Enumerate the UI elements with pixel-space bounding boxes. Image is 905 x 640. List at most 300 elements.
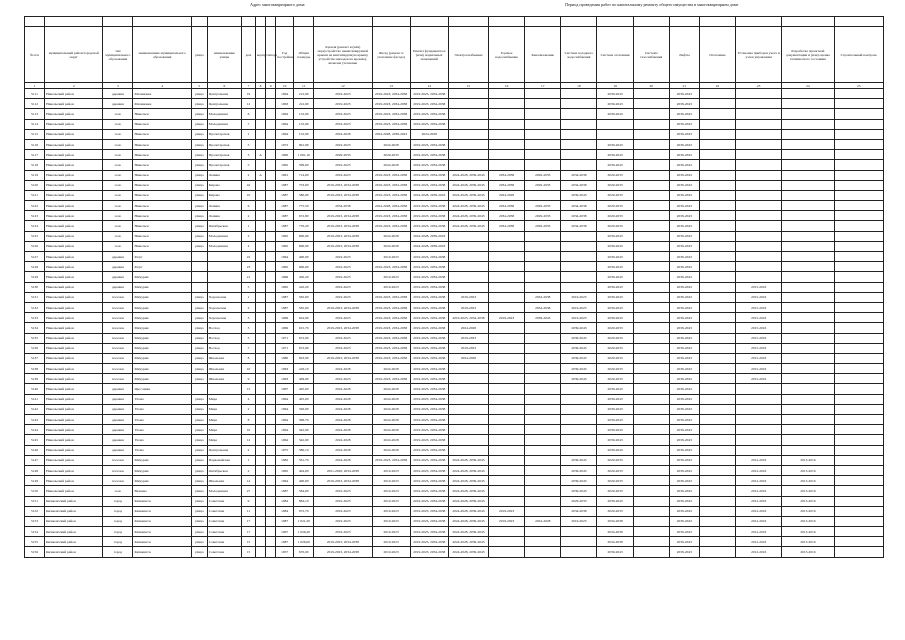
table-cell: 2039-2043 xyxy=(669,139,699,149)
table-cell xyxy=(525,282,561,292)
table-cell: 2024-2028 xyxy=(372,231,410,241)
table-cell xyxy=(561,384,597,394)
table-cell: 1967 xyxy=(276,384,294,394)
table-row xyxy=(25,160,884,170)
table-cell: 4 xyxy=(241,241,255,251)
table-cell xyxy=(699,343,735,353)
table-cell: 5154 xyxy=(25,527,45,537)
table-cell xyxy=(448,445,488,455)
table-cell: 1980 xyxy=(276,353,294,363)
table-cell xyxy=(782,252,834,262)
table-cell: Центральная xyxy=(207,89,241,99)
header-cell: муниципальный район/городской округ xyxy=(45,27,103,83)
table-cell xyxy=(266,384,276,394)
table-cell: поселок xyxy=(103,302,133,312)
table-cell: 600,90 xyxy=(294,231,314,241)
table-cell xyxy=(256,302,266,312)
table-cell xyxy=(561,119,597,129)
table-cell: 2019-2023, 2034-2038 xyxy=(410,527,448,537)
table-cell xyxy=(834,404,883,414)
table-cell: 1984 xyxy=(276,496,294,506)
table-cell: 2015-2016 xyxy=(736,364,782,374)
table-cell xyxy=(489,129,525,139)
table-cell xyxy=(266,415,276,425)
table-cell: улица xyxy=(191,323,207,333)
table-cell xyxy=(489,282,525,292)
table-cell: 5 xyxy=(241,139,255,149)
table-cell xyxy=(736,201,782,211)
table-cell xyxy=(834,231,883,241)
table-cell: 418,10 xyxy=(294,364,314,374)
table-cell: 1 021,20 xyxy=(294,516,314,526)
table-cell xyxy=(782,160,834,170)
table-cell: 2013-2016 xyxy=(782,465,834,475)
table-cell: 2029-2033 xyxy=(597,486,633,496)
table-cell: 2015-2016 xyxy=(736,333,782,343)
table-cell xyxy=(266,221,276,231)
table-cell xyxy=(699,435,735,445)
table-cell xyxy=(834,252,883,262)
table-row xyxy=(25,394,884,404)
table-cell: 2029-2033 xyxy=(525,221,561,231)
table-cell xyxy=(834,364,883,374)
table-cell: 15 xyxy=(241,384,255,394)
table-cell xyxy=(266,262,276,272)
table-cell: 2019-2023, 2034-2038 xyxy=(410,109,448,119)
table-cell: 8 xyxy=(241,415,255,425)
table-cell: Кичменгск xyxy=(133,496,191,506)
table-cell xyxy=(448,415,488,425)
table-cell xyxy=(448,139,488,149)
table-cell: 2039-2043 xyxy=(597,435,633,445)
table-cell: 2019-2023 xyxy=(372,537,410,547)
table-cell: 1965 xyxy=(276,465,294,475)
table-cell: 2019-2023 xyxy=(314,170,372,180)
table-cell: 600,00 xyxy=(294,262,314,272)
table-cell: 2039-2043 xyxy=(669,160,699,170)
table-cell: Кичменгск xyxy=(133,537,191,547)
table-cell: 2034-2038 xyxy=(525,292,561,302)
table-cell: Молодежная xyxy=(207,486,241,496)
table-cell: 2019-2023, 2034-2038 xyxy=(410,211,448,221)
table-cell: 2029-2033 xyxy=(597,201,633,211)
table-row xyxy=(25,282,884,292)
column-number: 5 xyxy=(191,83,207,89)
table-row xyxy=(25,221,884,231)
table-cell xyxy=(525,343,561,353)
table-cell: 152,90 xyxy=(294,109,314,119)
table-cell xyxy=(525,547,561,557)
table-cell: 5150 xyxy=(25,486,45,496)
table-cell: 1 xyxy=(241,292,255,302)
table-cell xyxy=(736,445,782,455)
table-cell: 2024-2028 xyxy=(314,394,372,404)
table-cell xyxy=(489,547,525,557)
table-cell: 2024-2028 xyxy=(372,364,410,374)
table-cell: Мира xyxy=(207,415,241,425)
table-cell xyxy=(782,211,834,221)
table-cell: А xyxy=(256,170,266,180)
table-cell: Мира xyxy=(207,435,241,445)
table-cell xyxy=(525,231,561,241)
table-cell: 12 xyxy=(241,99,255,109)
table-cell: 5115 xyxy=(25,129,45,139)
table-cell xyxy=(561,415,597,425)
table-cell: город xyxy=(103,516,133,526)
table-cell: 2024-2028 xyxy=(372,384,410,394)
table-row xyxy=(25,150,884,160)
table-cell: 2019-2023, 2034-2038 xyxy=(314,547,372,557)
table-cell: 2024-2028, 2039-2043 xyxy=(410,190,448,200)
table-cell: 580,90 xyxy=(294,190,314,200)
table-cell: село xyxy=(103,150,133,160)
table-cell: улица xyxy=(191,129,207,139)
table-cell: Школьная xyxy=(207,476,241,486)
table-cell xyxy=(266,425,276,435)
table-cell xyxy=(736,160,782,170)
table-cell: 565,00 xyxy=(294,302,314,312)
table-cell: 2019-2023 xyxy=(372,282,410,292)
table-row xyxy=(25,364,884,374)
table-cell: Разуг xyxy=(133,262,191,272)
table-cell xyxy=(448,129,488,139)
table-cell xyxy=(489,425,525,435)
table-cell: 2013-2016 xyxy=(782,527,834,537)
table-cell: Центральная xyxy=(207,99,241,109)
table-cell xyxy=(633,353,669,363)
table-cell: 1964 xyxy=(276,109,294,119)
table-cell xyxy=(699,537,735,547)
column-number: 8 xyxy=(256,83,266,89)
table-cell: улица xyxy=(191,89,207,99)
table-row xyxy=(25,486,884,496)
table-cell: Молодежная xyxy=(207,109,241,119)
table-cell xyxy=(266,496,276,506)
table-cell: 1963 xyxy=(276,364,294,374)
table-cell: 2019-2023, 2034-2038 xyxy=(410,282,448,292)
table-row xyxy=(25,292,884,302)
table-cell xyxy=(834,537,883,547)
table-cell: 2024-2028 xyxy=(448,353,488,363)
table-cell: 2019-2023, 2034-2038 xyxy=(410,262,448,272)
table-cell: 2019-2023, 2034-2038 xyxy=(410,486,448,496)
table-cell: 1987 xyxy=(276,201,294,211)
table-cell xyxy=(699,425,735,435)
table-cell: 2019-2023 xyxy=(314,374,372,384)
table-cell xyxy=(191,262,207,272)
table-cell: улица xyxy=(191,211,207,221)
table-cell: Никольский район xyxy=(45,476,103,486)
table-cell xyxy=(448,282,488,292)
table-cell: село xyxy=(103,241,133,251)
table-cell: 6 xyxy=(241,109,255,119)
table-cell: 2019-2023, 2034-2038 xyxy=(372,180,410,190)
table-cell: улица xyxy=(191,190,207,200)
table-cell xyxy=(736,272,782,282)
table-cell xyxy=(782,353,834,363)
table-cell xyxy=(266,404,276,414)
table-cell: Никольский район xyxy=(45,109,103,119)
table-row xyxy=(25,506,884,516)
table-cell xyxy=(525,99,561,109)
table-cell xyxy=(256,404,266,414)
table-cell: 5151 xyxy=(25,496,45,506)
table-cell xyxy=(489,384,525,394)
table-cell: Октябрьская xyxy=(207,465,241,475)
table-cell xyxy=(489,364,525,374)
table-cell: 2024-2028 xyxy=(525,516,561,526)
table-cell: 2034-2038 xyxy=(561,221,597,231)
column-number: 17 xyxy=(525,83,561,89)
group-title-address: Адрес многоквартирного дома xyxy=(250,2,305,7)
table-cell: улица xyxy=(191,527,207,537)
table-cell: 5156 xyxy=(25,547,45,557)
table-cell: Никольский район xyxy=(45,394,103,404)
table-cell: А xyxy=(256,150,266,160)
table-cell: деревня xyxy=(103,404,133,414)
table-cell: 2013-2016 xyxy=(782,506,834,516)
table-cell: 2019-2023, 2034-2038 xyxy=(372,302,410,312)
table-cell: 2039-2043 xyxy=(669,282,699,292)
table-cell xyxy=(736,435,782,445)
table-cell xyxy=(266,333,276,343)
table-cell: 2024-2028, 2039-2043 xyxy=(448,547,488,557)
table-cell: 2019-2023 xyxy=(561,516,597,526)
table-cell: 2039-2043 xyxy=(669,415,699,425)
table-cell: 2029-2033 xyxy=(597,506,633,516)
table-row xyxy=(25,129,884,139)
table-cell: Никольский район xyxy=(45,190,103,200)
table-cell xyxy=(699,527,735,537)
header-cell: наименование улицы xyxy=(207,27,241,83)
table-cell: 615,70 xyxy=(294,323,314,333)
table-cell: 2029-2033 xyxy=(597,476,633,486)
table-cell: Кирова xyxy=(207,190,241,200)
table-cell: 2 xyxy=(241,404,255,414)
table-cell: Восход xyxy=(207,343,241,353)
table-cell: село xyxy=(103,221,133,231)
table-cell: 2 xyxy=(241,302,255,312)
table-cell: 2019-2023, 2034-2038 xyxy=(410,272,448,282)
table-cell: улица xyxy=(191,333,207,343)
table-cell: 2024-2028, 2039-2043 xyxy=(448,190,488,200)
table-cell xyxy=(525,486,561,496)
table-cell: 2019-2023 xyxy=(314,313,372,323)
table-cell: 2039-2043 xyxy=(597,99,633,109)
table-cell: Пролетарская xyxy=(207,160,241,170)
table-cell xyxy=(448,435,488,445)
table-cell: Никольский район xyxy=(45,313,103,323)
table-cell xyxy=(256,313,266,323)
table-cell: 2019-2023, 2034-2038 xyxy=(410,476,448,486)
table-cell xyxy=(266,231,276,241)
column-number: 18 xyxy=(561,83,597,89)
table-cell: 2019-2023 xyxy=(372,252,410,262)
table-cell: 2013-2016 xyxy=(782,516,834,526)
table-cell: 5120 xyxy=(25,180,45,190)
column-number: 21 xyxy=(669,83,699,89)
table-cell: 2034-2038 xyxy=(525,302,561,312)
table-cell: Центральная xyxy=(207,445,241,455)
table-cell: 2039-2043 xyxy=(669,496,699,506)
table-cell xyxy=(256,516,266,526)
table-cell: 2039-2043 xyxy=(669,99,699,109)
table-cell: деревня xyxy=(103,394,133,404)
table-cell: 1987 xyxy=(276,292,294,302)
table-cell: 2024-2028, 2039-2043 xyxy=(448,516,488,526)
table-cell xyxy=(489,527,525,537)
table-cell xyxy=(699,486,735,496)
table-cell: Мичурин xyxy=(133,313,191,323)
table-cell: 2019-2023, 2034-2038 xyxy=(410,252,448,262)
table-cell xyxy=(256,201,266,211)
table-cell xyxy=(633,384,669,394)
table-cell: 1964 xyxy=(276,476,294,486)
table-cell xyxy=(633,241,669,251)
header-cell: № п/п xyxy=(25,27,45,83)
table-cell xyxy=(699,313,735,323)
table-cell: 2024-2028, 2039-2043 xyxy=(448,201,488,211)
table-cell xyxy=(633,160,669,170)
table-cell xyxy=(489,231,525,241)
table-cell xyxy=(256,160,266,170)
table-cell: 2039-2043 xyxy=(669,241,699,251)
table-cell xyxy=(256,486,266,496)
table-row xyxy=(25,384,884,394)
table-cell xyxy=(561,252,597,262)
table-cell: Никольский район xyxy=(45,323,103,333)
table-cell xyxy=(633,252,669,262)
table-cell xyxy=(782,384,834,394)
table-cell xyxy=(699,241,735,251)
table-cell: 22 xyxy=(241,252,255,262)
table-cell: 2039-2043 xyxy=(669,302,699,312)
table-cell xyxy=(782,89,834,99)
table-cell xyxy=(633,211,669,221)
table-cell: 2019-2023 xyxy=(314,496,372,506)
table-cell: 5130 xyxy=(25,282,45,292)
table-cell: улица xyxy=(191,170,207,180)
table-cell: 1975 xyxy=(276,445,294,455)
table-cell xyxy=(699,272,735,282)
table-cell xyxy=(561,272,597,282)
table-cell: 2019-2023, 2034-2038 xyxy=(314,476,372,486)
table-cell: 2019-2023, 2034-2038 xyxy=(372,89,410,99)
table-cell: 2039-2043 xyxy=(669,262,699,272)
table-row xyxy=(25,496,884,506)
table-cell: 2012-2016 xyxy=(736,496,782,506)
column-number: 4 xyxy=(133,83,191,89)
table-cell xyxy=(782,272,834,282)
table-cell: 2019-2023, 2034-2038 xyxy=(410,343,448,353)
table-cell: село xyxy=(103,119,133,129)
table-cell: 2039-2043 xyxy=(669,486,699,496)
table-cell xyxy=(448,150,488,160)
table-cell: 2039-2043 xyxy=(669,231,699,241)
table-cell xyxy=(834,374,883,384)
table-cell: Никольский район xyxy=(45,455,103,465)
table-cell xyxy=(266,272,276,282)
table-cell: 2024-2028 xyxy=(314,425,372,435)
table-cell: 2039-2043 xyxy=(669,89,699,99)
table-cell: деревня xyxy=(103,89,133,99)
table-cell xyxy=(633,292,669,302)
table-cell: 2019-2023 xyxy=(372,547,410,557)
table-cell: улица xyxy=(191,404,207,414)
table-cell xyxy=(256,262,266,272)
table-cell: Никольск xyxy=(133,241,191,251)
table-cell xyxy=(834,170,883,180)
table-cell: 2034-2038 xyxy=(489,211,525,221)
table-cell: Никольск xyxy=(133,160,191,170)
table-cell xyxy=(699,170,735,180)
table-cell: 2024-2028, 2039-2043 xyxy=(410,231,448,241)
table-cell: поселок xyxy=(103,455,133,465)
table-cell: село xyxy=(103,180,133,190)
table-cell xyxy=(561,527,597,537)
table-cell xyxy=(597,129,633,139)
table-cell: Молодежная xyxy=(207,231,241,241)
table-cell: 5136 xyxy=(25,343,45,353)
table-cell xyxy=(256,343,266,353)
table-cell xyxy=(489,415,525,425)
table-cell: 2012-2016 xyxy=(736,476,782,486)
table-cell xyxy=(736,404,782,414)
table-cell xyxy=(525,384,561,394)
table-cell xyxy=(782,99,834,109)
table-cell xyxy=(699,333,735,343)
table-cell: 1964 xyxy=(276,415,294,425)
table-cell xyxy=(736,170,782,180)
table-cell: 2034-2038 xyxy=(561,506,597,516)
table-cell: 6 xyxy=(241,201,255,211)
table-cell: Никольский район xyxy=(45,180,103,190)
table-row xyxy=(25,109,884,119)
table-cell xyxy=(633,109,669,119)
table-cell: 5117 xyxy=(25,150,45,160)
table-cell xyxy=(489,374,525,384)
table-cell: 2019-2023, 2034-2038 xyxy=(372,374,410,384)
table-cell: село xyxy=(103,109,133,119)
table-cell xyxy=(207,252,241,262)
table-cell: 624,90 xyxy=(294,313,314,323)
table-cell: улица xyxy=(191,150,207,160)
table-cell: 2019-2023 xyxy=(314,486,372,496)
table-cell: 5152 xyxy=(25,506,45,516)
table-cell: 2029-2033 xyxy=(525,211,561,221)
table-cell xyxy=(489,323,525,333)
table-cell xyxy=(525,160,561,170)
table-cell: деревня xyxy=(103,435,133,445)
table-cell: 5112 xyxy=(25,99,45,109)
table-cell: 409,90 xyxy=(294,374,314,384)
table-cell: Хорольская xyxy=(207,292,241,302)
table-cell xyxy=(256,139,266,149)
table-cell xyxy=(834,435,883,445)
table-cell: 2019-2023, 2034-2038 xyxy=(410,323,448,333)
table-cell: 10 xyxy=(241,364,255,374)
table-cell: Малиновка xyxy=(133,89,191,99)
table-cell: 2013-2016 xyxy=(782,476,834,486)
table-cell: поселок xyxy=(103,333,133,343)
table-cell xyxy=(633,221,669,231)
table-cell: 5137 xyxy=(25,353,45,363)
table-cell: 2039-2043 xyxy=(669,221,699,231)
table-cell: Никольский район xyxy=(45,415,103,425)
table-cell xyxy=(633,333,669,343)
table-cell xyxy=(256,109,266,119)
table-cell xyxy=(699,201,735,211)
